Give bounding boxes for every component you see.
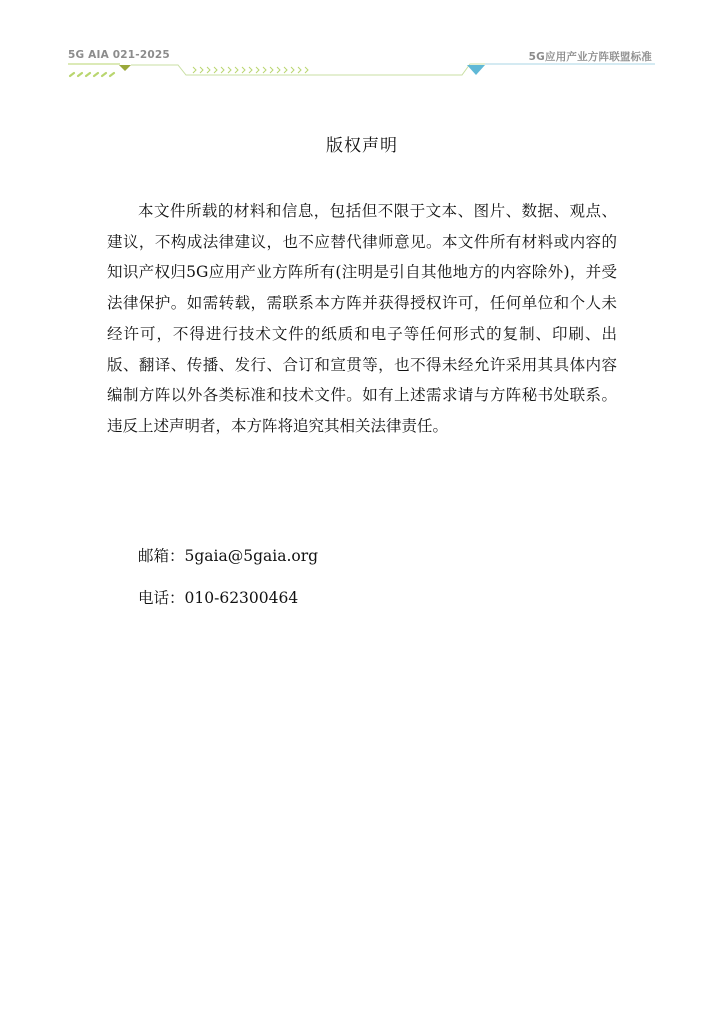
header-decoration xyxy=(0,60,724,84)
phone-number: 010-62300464 xyxy=(184,589,299,607)
olive-triangle xyxy=(119,65,131,71)
teal-triangle xyxy=(467,65,485,75)
copyright-paragraph: 本文件所载的材料和信息，包括但不限于文本、图片、数据、观点、建议，不构成法律建议，也不应替代律师意见。本文件所有材料或内容的知识产权归5G应用产业方阵所有(注明是引自其他地方的内容除外)，并受法律保护。如需转载，需联系本方阵并获得授权许可，任何单位和个人未经许可，不得进行技术文件的纸质和电子等任何形式的复制、印刷、出版、翻译、传播、发行、合订和宣贯等，也不得未经允许采用其具体内容编制方阵以外各类标准和技术文件。如有上述需求请与方阵秘书处联系。违反上述声明者，本方阵将追究其相关法律责任。 xyxy=(107,202,617,435)
doc-code: 5G AIA 021-2025 xyxy=(68,49,170,61)
org-name: 5G应用产业方阵联盟标准 xyxy=(528,51,652,63)
phone-line xyxy=(107,586,298,608)
chevron-arrows xyxy=(193,67,308,73)
email-line xyxy=(107,544,318,566)
slanted-dashes xyxy=(70,73,114,76)
email-address: 5gaia@5gaia.org xyxy=(184,547,319,565)
email-label: 邮箱： xyxy=(138,547,185,565)
phone-label: 电话： xyxy=(138,589,185,607)
page-title: 版权声明 xyxy=(326,136,398,156)
document-body xyxy=(107,196,617,607)
